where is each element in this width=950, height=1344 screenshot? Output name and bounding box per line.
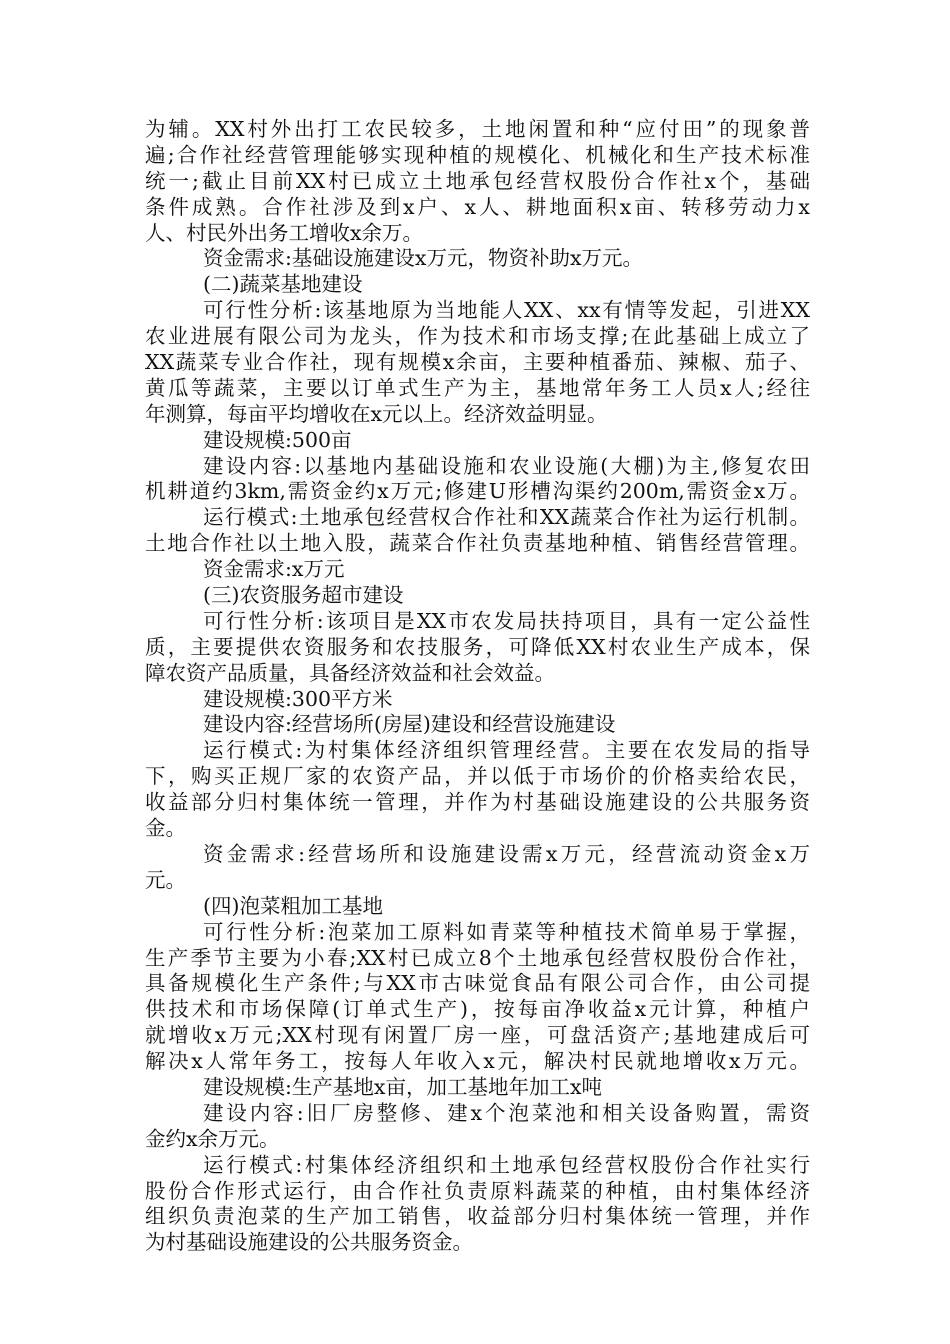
text-line: 股份合作形式运行，由合作社负责原料蔬菜的种植，由村集体经济 (145, 1178, 810, 1203)
text-line: 农业进展有限公司为龙头，作为技术和市场支撑;在此基础上成立了 (145, 324, 810, 349)
text-line: (四)泡菜粗加工基地 (203, 893, 383, 918)
document-body (145, 117, 810, 1256)
text-line: 供技术和市场保障(订单式生产)，按每亩净收益x元计算，种植户 (145, 997, 810, 1022)
text-line: 资金需求:x万元 (203, 557, 345, 582)
text-line: 运行模式:为村集体经济组织管理经营。主要在农发局的指导 (203, 738, 810, 763)
text-line: 遍;合作社经营管理能够实现种植的规模化、机械化和生产技术标准 (145, 142, 810, 167)
text-line: 建设规模:生产基地x亩，加工基地年加工x吨 (203, 1074, 603, 1099)
text-line: 建设内容:旧厂房整修、建x个泡菜池和相关设备购置，需资 (203, 1100, 810, 1125)
text-line: 运行模式:土地承包经营权合作社和XX蔬菜合作社为运行机制。 (203, 505, 810, 530)
text-line: 可行性分析:该项目是XX市农发局扶持项目，具有一定公益性 (203, 608, 810, 633)
text-line: 金约x余万元。 (145, 1126, 280, 1151)
text-line: 建设规模:500亩 (203, 427, 352, 452)
text-line: 资金需求:基础设施建设x万元，物资补助x万元。 (203, 246, 644, 271)
text-line: 生产季节主要为小春;XX村已成立8个土地承包经营权股份合作社， (145, 945, 810, 970)
text-line: 统一;截止目前XX村已成立土地承包经营权股份合作社x个，基础 (145, 168, 810, 193)
text-line: 运行模式:村集体经济组织和土地承包经营权股份合作社实行 (203, 1152, 810, 1177)
text-line: 人、村民外出务工增收x余万。 (145, 220, 424, 245)
text-line: 为辅。XX村外出打工农民较多，土地闲置和种“应付田”的现象普 (145, 117, 810, 141)
text-line: 土地合作社以土地入股，蔬菜合作社负责基地种植、销售经营管理。 (145, 531, 810, 556)
text-line: (二)蔬菜基地建设 (203, 272, 363, 297)
text-line: 收益部分归村集体统一管理，并作为村基础设施建设的公共服务资 (145, 790, 810, 815)
text-line: 金。 (145, 816, 186, 841)
text-line: 建设内容:以基地内基础设施和农业设施(大棚)为主,修复农田 (203, 453, 810, 478)
text-line: 就增收x万元;XX村现有闲置厂房一座，可盘活资产;基地建成后可 (145, 1023, 810, 1048)
text-line: 为村基础设施建设的公共服务资金。 (145, 1230, 473, 1255)
text-line: 障农资产品质量，具备经济效益和社会效益。 (145, 660, 555, 685)
text-line: 机耕道约3km,需资金约x万元;修建U形槽沟渠约200m,需资金x万。 (145, 479, 810, 504)
text-line: 具备规模化生产条件;与XX市古味觉食品有限公司合作，由公司提 (145, 971, 810, 996)
text-line: 组织负责泡菜的生产加工销售，收益部分归村集体统一管理，并作 (145, 1204, 810, 1229)
text-line: 可行性分析:该基地原为当地能人XX、xx有情等发起，引进XX (203, 298, 810, 323)
text-line: 建设规模:300平方米 (203, 686, 393, 711)
text-line: (三)农资服务超市建设 (203, 583, 404, 608)
text-line: 可行性分析:泡菜加工原料如青菜等种植技术简单易于掌握， (203, 919, 810, 944)
text-line: 条件成熟。合作社涉及到x户、x人、耕地面积x亩、转移劳动力x (145, 194, 810, 219)
text-line: 年测算，每亩平均增收在x元以上。经济效益明显。 (145, 401, 608, 426)
text-line: 建设内容:经营场所(房屋)建设和经营设施建设 (203, 712, 616, 737)
text-line: 黄瓜等蔬菜，主要以订单式生产为主，基地常年务工人员x人;经往 (145, 375, 810, 400)
text-line: XX蔬菜专业合作社，现有规模x余亩，主要种植番茄、辣椒、茄子、 (145, 350, 810, 375)
text-line: 资金需求:经营场所和设施建设需x万元，经营流动资金x万 (203, 841, 810, 866)
text-line: 质，主要提供农资服务和农技服务，可降低XX村农业生产成本，保 (145, 634, 810, 659)
text-line: 元。 (145, 867, 186, 892)
text-line: 下，购买正规厂家的农资产品，并以低于市场价的价格卖给农民， (145, 764, 810, 789)
text-line: 解决x人常年务工，按每人年收入x元，解决村民就地增收x万元。 (145, 1049, 810, 1074)
